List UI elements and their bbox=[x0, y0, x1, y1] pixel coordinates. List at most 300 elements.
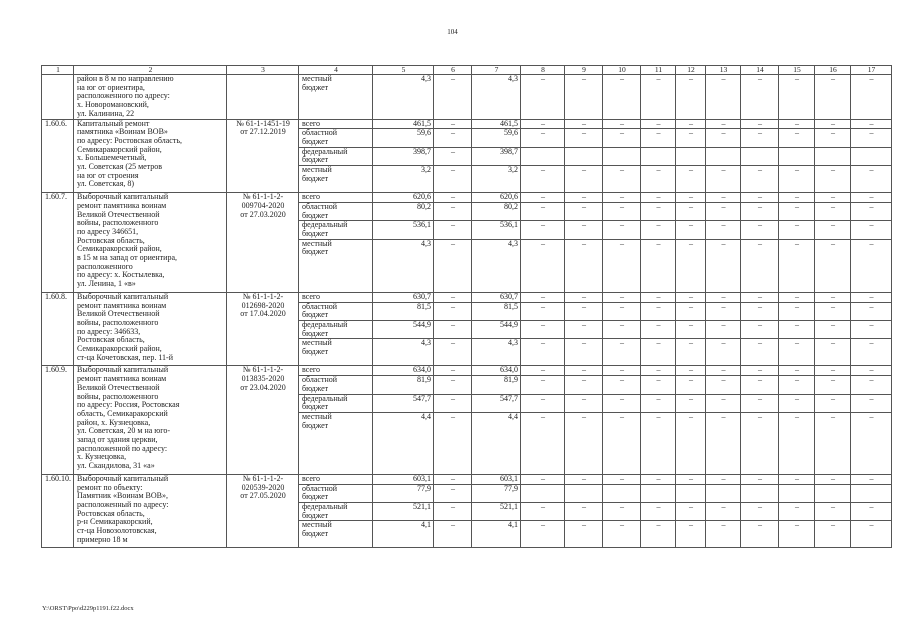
amount-col10: – bbox=[603, 366, 641, 376]
amount-col5: 544,9 bbox=[373, 320, 434, 338]
amount-col9: – bbox=[565, 302, 603, 320]
document-reference: № 61-1-1-2- 013835-2020 от 23.04.2020 bbox=[227, 366, 299, 474]
column-header: 5 bbox=[373, 66, 434, 75]
amount-col8: – bbox=[521, 202, 565, 220]
amount-col14: – bbox=[741, 119, 779, 129]
amount-col13 bbox=[706, 484, 741, 502]
amount-col17: – bbox=[851, 339, 892, 366]
amount-col16: – bbox=[815, 166, 851, 193]
amount-col14 bbox=[741, 484, 779, 502]
amount-col11 bbox=[641, 484, 676, 502]
amount-col17: – bbox=[851, 474, 892, 484]
amount-col5: 634,0 bbox=[373, 366, 434, 376]
amount-col13: – bbox=[706, 376, 741, 394]
column-header: 7 bbox=[472, 66, 521, 75]
funding-source: областной бюджет bbox=[299, 484, 373, 502]
column-header: 16 bbox=[815, 66, 851, 75]
amount-col7: 3,2 bbox=[472, 166, 521, 193]
item-number: 1.60.9. bbox=[42, 366, 74, 474]
amount-col13: – bbox=[706, 166, 741, 193]
amount-col16: – bbox=[815, 394, 851, 412]
amount-col17: – bbox=[851, 302, 892, 320]
amount-col15: – bbox=[779, 239, 815, 292]
amount-col9 bbox=[565, 147, 603, 165]
amount-col16: – bbox=[815, 366, 851, 376]
amount-col14: – bbox=[741, 366, 779, 376]
amount-col11: – bbox=[641, 302, 676, 320]
column-header: 6 bbox=[434, 66, 472, 75]
amount-col8: – bbox=[521, 412, 565, 474]
document-reference: № 61-1-1-2- 020539-2020 от 27.05.2020 bbox=[227, 474, 299, 548]
amount-col8: – bbox=[521, 292, 565, 302]
amount-col10: – bbox=[603, 221, 641, 239]
amount-col11: – bbox=[641, 521, 676, 548]
amount-col10: – bbox=[603, 239, 641, 292]
amount-col7: 630,7 bbox=[472, 292, 521, 302]
funding-source: федеральный бюджет bbox=[299, 502, 373, 520]
column-header: 13 bbox=[706, 66, 741, 75]
document-reference: № 61-1-1-2- 012698-2020 от 17.04.2020 bbox=[227, 292, 299, 366]
amount-col12: – bbox=[676, 119, 706, 129]
column-header: 1 bbox=[42, 66, 74, 75]
amount-col17: – bbox=[851, 119, 892, 129]
amount-col7: 521,1 bbox=[472, 502, 521, 520]
amount-col17: – bbox=[851, 239, 892, 292]
amount-col7: 603,1 bbox=[472, 474, 521, 484]
column-header: 11 bbox=[641, 66, 676, 75]
object-description: Капитальный ремонт памятника «Воинам ВОВ» по адресу: Ростовская область, Семикаракорский район, х. Большемечетный, ул. Советская (25 метров на юг от строения ул. Советская, 8) bbox=[74, 119, 227, 193]
amount-col5: 547,7 bbox=[373, 394, 434, 412]
amount-col8: – bbox=[521, 376, 565, 394]
amount-col11: – bbox=[641, 502, 676, 520]
amount-col15: – bbox=[779, 302, 815, 320]
amount-col8: – bbox=[521, 320, 565, 338]
amount-col7: 620,6 bbox=[472, 193, 521, 203]
amount-col11: – bbox=[641, 474, 676, 484]
amount-col5: 59,6 bbox=[373, 129, 434, 147]
amount-col8: – bbox=[521, 129, 565, 147]
amount-col8: – bbox=[521, 166, 565, 193]
amount-col14: – bbox=[741, 166, 779, 193]
amount-col12: – bbox=[676, 166, 706, 193]
object-description: Выборочный капитальный ремонт памятника воинам Великой Отечественной войны, расположенного по адресу 346651, Ростовская область, Семикаракорский район, в 15 м на запад от ориентира, расположенного по адресу: х. Костылевка, ул. Ленина, 1 «в» bbox=[74, 193, 227, 293]
funding-source: федеральный бюджет bbox=[299, 394, 373, 412]
amount-col6: – bbox=[434, 394, 472, 412]
amount-col10: – bbox=[603, 292, 641, 302]
column-header: 4 bbox=[299, 66, 373, 75]
amount-col12: – bbox=[676, 474, 706, 484]
amount-col13: – bbox=[706, 521, 741, 548]
funding-source: местный бюджет bbox=[299, 166, 373, 193]
amount-col7: 536,1 bbox=[472, 221, 521, 239]
amount-col6: – bbox=[434, 129, 472, 147]
amount-col5: 461,5 bbox=[373, 119, 434, 129]
column-header: 8 bbox=[521, 66, 565, 75]
column-header: 10 bbox=[603, 66, 641, 75]
amount-col11: – bbox=[641, 376, 676, 394]
amount-col10: – bbox=[603, 302, 641, 320]
amount-col6: – bbox=[434, 502, 472, 520]
amount-col7: 81,5 bbox=[472, 302, 521, 320]
amount-col8: – bbox=[521, 366, 565, 376]
amount-col16 bbox=[815, 147, 851, 165]
amount-col16: – bbox=[815, 129, 851, 147]
amount-col7: 4,3 bbox=[472, 75, 521, 120]
funding-source: всего bbox=[299, 193, 373, 203]
amount-col17: – bbox=[851, 166, 892, 193]
amount-col10: – bbox=[603, 75, 641, 120]
amount-col12 bbox=[676, 147, 706, 165]
amount-col11: – bbox=[641, 394, 676, 412]
amount-col7: 544,9 bbox=[472, 320, 521, 338]
amount-col9: – bbox=[565, 394, 603, 412]
amount-col6: – bbox=[434, 412, 472, 474]
amount-col15: – bbox=[779, 521, 815, 548]
amount-col6: – bbox=[434, 221, 472, 239]
amount-col5: 630,7 bbox=[373, 292, 434, 302]
amount-col12: – bbox=[676, 129, 706, 147]
amount-col17 bbox=[851, 484, 892, 502]
amount-col15: – bbox=[779, 193, 815, 203]
amount-col13: – bbox=[706, 202, 741, 220]
amount-col16: – bbox=[815, 202, 851, 220]
amount-col14: – bbox=[741, 394, 779, 412]
amount-col8: – bbox=[521, 193, 565, 203]
amount-col5: 536,1 bbox=[373, 221, 434, 239]
amount-col5: 3,2 bbox=[373, 166, 434, 193]
amount-col14 bbox=[741, 147, 779, 165]
funding-source: областной бюджет bbox=[299, 302, 373, 320]
amount-col15: – bbox=[779, 320, 815, 338]
amount-col9: – bbox=[565, 339, 603, 366]
table-row bbox=[42, 119, 892, 129]
amount-col5: 77,9 bbox=[373, 484, 434, 502]
amount-col13: – bbox=[706, 502, 741, 520]
amount-col14: – bbox=[741, 474, 779, 484]
amount-col12: – bbox=[676, 75, 706, 120]
amount-col13: – bbox=[706, 239, 741, 292]
amount-col9: – bbox=[565, 412, 603, 474]
amount-col9: – bbox=[565, 521, 603, 548]
amount-col12: – bbox=[676, 339, 706, 366]
amount-col12: – bbox=[676, 394, 706, 412]
budget-table bbox=[41, 65, 892, 548]
amount-col6: – bbox=[434, 521, 472, 548]
amount-col14: – bbox=[741, 193, 779, 203]
amount-col11: – bbox=[641, 221, 676, 239]
amount-col15: – bbox=[779, 119, 815, 129]
amount-col10: – bbox=[603, 129, 641, 147]
amount-col6: – bbox=[434, 474, 472, 484]
amount-col16: – bbox=[815, 412, 851, 474]
column-header: 17 bbox=[851, 66, 892, 75]
amount-col7: 81,9 bbox=[472, 376, 521, 394]
amount-col16: – bbox=[815, 119, 851, 129]
amount-col12: – bbox=[676, 320, 706, 338]
amount-col6: – bbox=[434, 147, 472, 165]
amount-col9: – bbox=[565, 239, 603, 292]
amount-col5: 620,6 bbox=[373, 193, 434, 203]
amount-col14: – bbox=[741, 502, 779, 520]
amount-col6: – bbox=[434, 484, 472, 502]
amount-col12: – bbox=[676, 193, 706, 203]
amount-col7: 4,3 bbox=[472, 239, 521, 292]
amount-col15: – bbox=[779, 376, 815, 394]
amount-col12: – bbox=[676, 221, 706, 239]
amount-col7: 4,4 bbox=[472, 412, 521, 474]
funding-source: всего bbox=[299, 366, 373, 376]
amount-col11: – bbox=[641, 366, 676, 376]
amount-col15: – bbox=[779, 129, 815, 147]
amount-col15 bbox=[779, 147, 815, 165]
amount-col6: – bbox=[434, 292, 472, 302]
amount-col8: – bbox=[521, 221, 565, 239]
funding-source: федеральный бюджет bbox=[299, 320, 373, 338]
column-header: 2 bbox=[74, 66, 227, 75]
amount-col10: – bbox=[603, 119, 641, 129]
funding-source: местный бюджет bbox=[299, 521, 373, 548]
amount-col7: 80,2 bbox=[472, 202, 521, 220]
amount-col11: – bbox=[641, 239, 676, 292]
file-path-footer: Y:\ORST\Ppo\d229p1191.f22.docx bbox=[42, 605, 134, 612]
amount-col16: – bbox=[815, 320, 851, 338]
funding-source: местный бюджет bbox=[299, 412, 373, 474]
funding-source: областной бюджет bbox=[299, 376, 373, 394]
funding-source: федеральный бюджет bbox=[299, 221, 373, 239]
amount-col7: 398,7 bbox=[472, 147, 521, 165]
amount-col15: – bbox=[779, 75, 815, 120]
amount-col15: – bbox=[779, 366, 815, 376]
column-header: 15 bbox=[779, 66, 815, 75]
amount-col17: – bbox=[851, 320, 892, 338]
amount-col10: – bbox=[603, 320, 641, 338]
amount-col7: 59,6 bbox=[472, 129, 521, 147]
amount-col13: – bbox=[706, 474, 741, 484]
amount-col11: – bbox=[641, 412, 676, 474]
amount-col9: – bbox=[565, 202, 603, 220]
amount-col14: – bbox=[741, 521, 779, 548]
amount-col11: – bbox=[641, 75, 676, 120]
amount-col14: – bbox=[741, 221, 779, 239]
amount-col10: – bbox=[603, 166, 641, 193]
amount-col7: 547,7 bbox=[472, 394, 521, 412]
amount-col9: – bbox=[565, 166, 603, 193]
amount-col8: – bbox=[521, 239, 565, 292]
amount-col14: – bbox=[741, 239, 779, 292]
table-row bbox=[42, 366, 892, 376]
table-row bbox=[42, 193, 892, 203]
amount-col14: – bbox=[741, 292, 779, 302]
amount-col12: – bbox=[676, 239, 706, 292]
amount-col16: – bbox=[815, 474, 851, 484]
amount-col8: – bbox=[521, 502, 565, 520]
object-description: Выборочный капитальный ремонт памятника воинам Великой Отечественной войны, расположенного по адресу: Россия, Ростовская область, Семикаракорский район, х. Кузнецовка, ул. Советская, 20 м на юго- запад от здания церкви, расположенной по адресу: х. Кузнецовка, ул. Скандилова, 31 «а» bbox=[74, 366, 227, 474]
amount-col17 bbox=[851, 147, 892, 165]
amount-col14: – bbox=[741, 75, 779, 120]
amount-col10 bbox=[603, 484, 641, 502]
funding-source: местный бюджет bbox=[299, 339, 373, 366]
amount-col15: – bbox=[779, 202, 815, 220]
amount-col10: – bbox=[603, 502, 641, 520]
item-number: 1.60.6. bbox=[42, 119, 74, 193]
item-number bbox=[42, 75, 74, 120]
document-reference: № 61-1-1-2- 009704-2020 от 27.03.2020 bbox=[227, 193, 299, 293]
amount-col10: – bbox=[603, 521, 641, 548]
amount-col9: – bbox=[565, 376, 603, 394]
amount-col17: – bbox=[851, 366, 892, 376]
amount-col17: – bbox=[851, 193, 892, 203]
amount-col13: – bbox=[706, 129, 741, 147]
amount-col7: 77,9 bbox=[472, 484, 521, 502]
amount-col12: – bbox=[676, 502, 706, 520]
amount-col5: 81,5 bbox=[373, 302, 434, 320]
amount-col6: – bbox=[434, 376, 472, 394]
amount-col13: – bbox=[706, 366, 741, 376]
amount-col10: – bbox=[603, 412, 641, 474]
document-reference bbox=[227, 75, 299, 120]
amount-col11: – bbox=[641, 339, 676, 366]
amount-col13: – bbox=[706, 292, 741, 302]
page-number: 104 bbox=[447, 28, 458, 36]
funding-source: местный бюджет bbox=[299, 75, 373, 120]
amount-col14: – bbox=[741, 320, 779, 338]
amount-col14: – bbox=[741, 376, 779, 394]
amount-col9: – bbox=[565, 193, 603, 203]
amount-col13: – bbox=[706, 412, 741, 474]
amount-col11: – bbox=[641, 320, 676, 338]
amount-col15: – bbox=[779, 474, 815, 484]
amount-col8 bbox=[521, 147, 565, 165]
column-header: 12 bbox=[676, 66, 706, 75]
amount-col9 bbox=[565, 484, 603, 502]
amount-col13 bbox=[706, 147, 741, 165]
amount-col7: 4,3 bbox=[472, 339, 521, 366]
amount-col10: – bbox=[603, 202, 641, 220]
amount-col11: – bbox=[641, 202, 676, 220]
amount-col9: – bbox=[565, 129, 603, 147]
amount-col10: – bbox=[603, 193, 641, 203]
column-header: 14 bbox=[741, 66, 779, 75]
table-row bbox=[42, 474, 892, 484]
amount-col7: 4,1 bbox=[472, 521, 521, 548]
amount-col6: – bbox=[434, 166, 472, 193]
amount-col15 bbox=[779, 484, 815, 502]
amount-col16: – bbox=[815, 239, 851, 292]
amount-col6: – bbox=[434, 202, 472, 220]
amount-col5: 4,3 bbox=[373, 339, 434, 366]
amount-col16: – bbox=[815, 193, 851, 203]
amount-col5: 80,2 bbox=[373, 202, 434, 220]
amount-col16: – bbox=[815, 302, 851, 320]
amount-col10: – bbox=[603, 339, 641, 366]
amount-col6: – bbox=[434, 239, 472, 292]
document-reference: № 61-1-1451-19 от 27.12.2019 bbox=[227, 119, 299, 193]
column-header: 9 bbox=[565, 66, 603, 75]
amount-col16: – bbox=[815, 521, 851, 548]
amount-col12: – bbox=[676, 366, 706, 376]
funding-source: областной бюджет bbox=[299, 202, 373, 220]
amount-col6: – bbox=[434, 320, 472, 338]
amount-col9: – bbox=[565, 474, 603, 484]
amount-col6: – bbox=[434, 193, 472, 203]
amount-col14: – bbox=[741, 129, 779, 147]
amount-col8: – bbox=[521, 339, 565, 366]
amount-col15: – bbox=[779, 292, 815, 302]
amount-col16 bbox=[815, 484, 851, 502]
amount-col12 bbox=[676, 484, 706, 502]
amount-col17: – bbox=[851, 202, 892, 220]
amount-col12: – bbox=[676, 202, 706, 220]
amount-col15: – bbox=[779, 394, 815, 412]
table-row bbox=[42, 75, 892, 120]
amount-col17: – bbox=[851, 75, 892, 120]
amount-col17: – bbox=[851, 502, 892, 520]
amount-col5: 4,3 bbox=[373, 75, 434, 120]
amount-col13: – bbox=[706, 193, 741, 203]
item-number: 1.60.8. bbox=[42, 292, 74, 366]
amount-col15: – bbox=[779, 221, 815, 239]
amount-col9: – bbox=[565, 366, 603, 376]
amount-col14: – bbox=[741, 302, 779, 320]
funding-source: всего bbox=[299, 474, 373, 484]
funding-source: всего bbox=[299, 119, 373, 129]
item-number: 1.60.7. bbox=[42, 193, 74, 293]
amount-col15: – bbox=[779, 166, 815, 193]
object-description: Выборочный капитальный ремонт памятника воинам Великой Отечественной войны, расположенного по адресу: 346633, Ростовская область, Семикаракорский район, ст-ца Кочетовская, пер. 11-й bbox=[74, 292, 227, 366]
amount-col10: – bbox=[603, 394, 641, 412]
amount-col8: – bbox=[521, 302, 565, 320]
amount-col8: – bbox=[521, 521, 565, 548]
amount-col6: – bbox=[434, 75, 472, 120]
amount-col12: – bbox=[676, 376, 706, 394]
amount-col15: – bbox=[779, 412, 815, 474]
amount-col11: – bbox=[641, 129, 676, 147]
amount-col17: – bbox=[851, 376, 892, 394]
funding-source: местный бюджет bbox=[299, 239, 373, 292]
amount-col9: – bbox=[565, 320, 603, 338]
amount-col17: – bbox=[851, 394, 892, 412]
amount-col11: – bbox=[641, 119, 676, 129]
amount-col6: – bbox=[434, 302, 472, 320]
amount-col10: – bbox=[603, 474, 641, 484]
amount-col6: – bbox=[434, 339, 472, 366]
object-description: район в 8 м по направлению на юг от ориентира, расположенного по адресу: х. Новоромановский, ул. Калинина, 22 bbox=[74, 75, 227, 120]
amount-col7: 461,5 bbox=[472, 119, 521, 129]
amount-col8 bbox=[521, 484, 565, 502]
amount-col13: – bbox=[706, 75, 741, 120]
amount-col6: – bbox=[434, 366, 472, 376]
amount-col16: – bbox=[815, 75, 851, 120]
amount-col9: – bbox=[565, 502, 603, 520]
column-header: 3 bbox=[227, 66, 299, 75]
amount-col16: – bbox=[815, 292, 851, 302]
amount-col13: – bbox=[706, 119, 741, 129]
amount-col7: 634,0 bbox=[472, 366, 521, 376]
funding-source: всего bbox=[299, 292, 373, 302]
amount-col12: – bbox=[676, 412, 706, 474]
amount-col9: – bbox=[565, 75, 603, 120]
funding-source: областной бюджет bbox=[299, 129, 373, 147]
object-description: Выборочный капитальный ремонт по объекту: Памятник «Воинам ВОВ», расположенный по адресу: Ростовская область, р-н Семикаракорский, ст-ца Новозолотовская, примерно 18 м bbox=[74, 474, 227, 548]
amount-col14: – bbox=[741, 202, 779, 220]
amount-col13: – bbox=[706, 339, 741, 366]
amount-col9: – bbox=[565, 119, 603, 129]
amount-col15: – bbox=[779, 339, 815, 366]
amount-col6: – bbox=[434, 119, 472, 129]
amount-col11: – bbox=[641, 292, 676, 302]
amount-col9: – bbox=[565, 292, 603, 302]
amount-col8: – bbox=[521, 474, 565, 484]
